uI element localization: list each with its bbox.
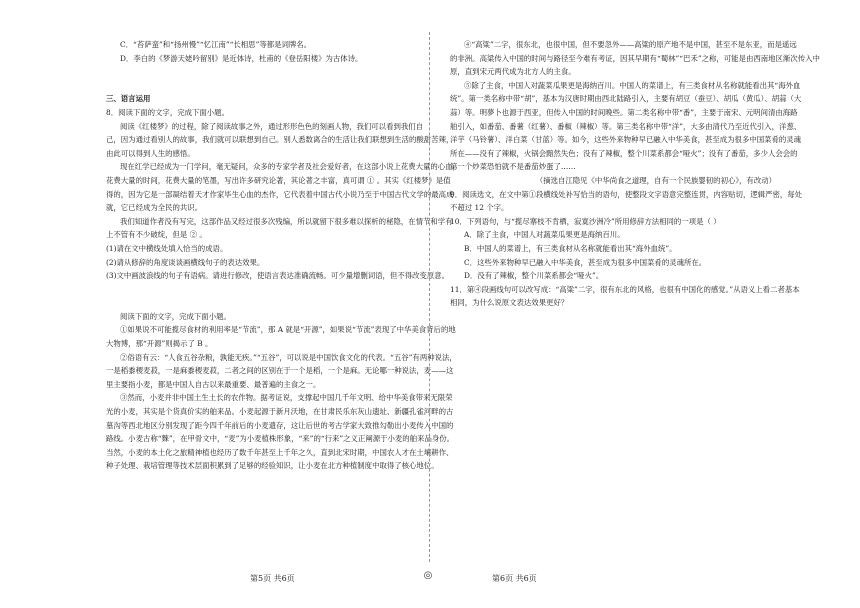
- text-line: 墓沟等西北地区分别发现了距今四千年前后的小麦遗存，这让后世的考古学家大致推勾勒出小麦传入中国的: [106, 420, 454, 430]
- text-line: 现在红学已经成为一门学问，毫无疑问，众多的专家学者及社会爱好者，在这部小说上花费大量的心血，: [120, 162, 460, 172]
- source-citation: （摘选自江隐见《中华尚食之道理，自有一个民族婴韧的初心》，有改动）: [535, 175, 776, 185]
- text-line: 阅读《红楼梦》的过程，除了阅读故事之外，通过形形色色的刻画人物，我们可以看到我们自: [120, 121, 424, 131]
- text-line: 当然，小麦的本土化之旅精神植也经历了数千年甚至上千年之久，直到北宋时期，中国农人才在土壤耕作、: [106, 447, 454, 457]
- text-line: 种子处理、栽培管理等技术层面积累到了足够的经验知识，让小麦在北方种植制度中取得了核心地位。: [106, 461, 439, 471]
- text-line: 的非洲。高粱传入中国的时间与路径至今难有考证，因其早期有“蜀林”“巴禾”之称，可能是由西南地区渐次传入中: [450, 53, 820, 63]
- paragraph-gap: [106, 283, 408, 297]
- text-line: (3)文中画波浪线的句子有语病。请进行修改，使语言表达准确流畅。可少量增删词语，但不得改变原意。: [106, 271, 450, 281]
- text-line: 10．下列语句，与“揽尽寨枝不肯栖，寂寞沙洲冷”所用修辞方法相同的一项是（ ）: [450, 216, 721, 226]
- text-line: (2)请从修辞的角度谈谈画横线句子的表达效果。: [106, 257, 265, 267]
- text-line: 洋芋（马铃薯）、洋白菜（甘蓝）等。如今，这些外来物种早已融入中华美食，甚至成为很多中国菜肴的灵魂: [450, 135, 802, 145]
- text-line: A．除了主食，中国人对蔬菜瓜果更是海纳百川。: [464, 230, 625, 240]
- page-number-right: 第6页 共6页: [492, 574, 537, 583]
- text-line: 得的，因为它是一部凝结着天才作家毕生心血的杰作，它代表着中国古代小说乃至于中国古代文学的最高成: [106, 189, 454, 199]
- text-line: 11．第④段画线句可以改写成：“高粱”二字，很有东北的风格，也很有中国化的感觉。”从语义上看二者基本: [450, 284, 800, 294]
- text-line: ②俗语有云：“人食五谷杂粮，孰能无疾。”“五谷”，可以说是中国饮食文化的代表。“五谷”有两种说法，: [120, 352, 457, 362]
- text-line: (1)请在文中横线处填入恰当的成语。: [106, 243, 228, 253]
- text-line: C．“苔萨蛮”和“扬州慢”“忆江南”“长相思”等都是词牌名。: [120, 40, 312, 49]
- text-line: 我们知道作者没有写完，这部作品又经过很多次残编，所以就留下很多难以探析的秘隐，在情节和学有: [120, 216, 453, 226]
- text-line: 舶引入，如番茄、番薯（红薯）、番椒（辣椒）等。第三类名称中带“洋”，大多由清代乃至近代引入，洋葱、: [450, 121, 802, 131]
- page-6: [430, 0, 860, 608]
- text-line: 光的小麦，其实是个货真价实的舶来品。小麦起源于新月沃地，在甘肃民乐东灰山遗址、新疆孔雀河畔的古: [106, 407, 454, 417]
- text-line: C．这些外来物种早已融入中华美食，甚至成为很多中国菜肴的灵魂所在。: [464, 257, 707, 267]
- paragraph-gap: [106, 79, 408, 93]
- text-line: 8．阅读下面的文字，完成下面小题。: [106, 107, 229, 117]
- paragraph-gap: [106, 65, 408, 79]
- text-line: 大物博，那“开源”则揭示了 B 。: [106, 339, 213, 349]
- text-line: 上不管有不少破绽，但是 ② 。: [106, 230, 207, 240]
- text-line: 由此可以得到人生的感悟。: [106, 148, 195, 158]
- paragraph-gap: [106, 296, 408, 310]
- text-line: ①如果说不可能揽尽食材的利用率是“节流”，那 A 就是“开源”，如果说“节流”表现了中华美食背后的地: [120, 325, 456, 335]
- page-5-text-column: [106, 38, 460, 473]
- text-line: 相同，为什么说原文表达效果更好？: [450, 298, 569, 308]
- text-line: D．没有了辣椒，整个川菜系都会“哑火”。: [464, 271, 604, 281]
- text-line: 阅读下面的文字，完成下面小题。: [120, 311, 231, 321]
- text-line: ⑤除了主食，中国人对蔬菜瓜果更是海纳百川。中国人的菜谱上，有三类食材从名称就能看出其“海外血: [464, 80, 801, 90]
- text-line: 9．阅读选文，在文中第①段横线处补写恰当的语句，使整段文字语意完整连贯，内容贴切，逻辑严密，每处: [450, 189, 803, 199]
- section-heading: 三、语言运用: [106, 94, 151, 104]
- text-line: 第一个炒菜恐怕就不是番茄炒蛋了……: [450, 162, 576, 172]
- binding-mark-icon: ◎: [423, 570, 433, 581]
- page-6-text-column: [450, 38, 820, 310]
- text-line: 里主要指小麦，都是中国人自古以来最重要、最普遍的主食之一。: [106, 379, 321, 389]
- text-line: B．中国人的菜谱上，有三类食材从名称就能看出其“海外血统”。: [464, 243, 677, 253]
- text-line: 花费大量的时间，花费大量的笔墨，写出许多研究论著，其论著之丰富，真可谓 ① 。其实《红楼梦》是值: [106, 175, 451, 185]
- text-line: 一是稻黍稷麦菽，一是麻黍稷麦菽，二者之间的区别在于一个是稻，一个是麻。无论哪一种说法，麦——这: [106, 366, 454, 376]
- text-line: 就，它已经成为全民的共识。: [106, 203, 203, 213]
- text-line: 路线。小麦古称“麳”，在甲骨文中，“麦”为小麦植株形象，“来”的“行来”之义正阐源于小麦的舶来品身份。: [106, 434, 455, 444]
- text-line: D．李白的《梦游天姥吟留别》是近体诗，杜甫的《登岳阳楼》为古体诗。: [120, 53, 363, 63]
- text-line: 蒜）等。明夢卜也源于西亚，但传入中国的时间晚些。第二类名称中带“番”，主要于南宋、元明间清由海路: [450, 107, 798, 117]
- text-line: 己，因为通过看别人的故事，我们就可以联想到自己。别人悉数离合的生活让我们联想到生活的酸甜苦辣，: [106, 135, 454, 145]
- page-number-left: 第5页 共6页: [250, 574, 295, 583]
- text-line: ④“高粱”二字，很东北，也很中国，但不要忽外——高粱的原产地不是中国，甚至不是东亚，而是遥远: [464, 40, 797, 49]
- text-line: 不超过 12 个字。: [450, 203, 509, 213]
- text-line: 统”。第一类名称中带“胡”，基本为汉唐时期由西北陆路引入，主要有胡豆（蚕豆）、胡瓜（黄瓜）、胡蒜（大: [450, 94, 802, 104]
- text-line: ③然而，小麦并非中国土生土长的农作物。据考证说，支撑起中国几千年文明、给中华美食带来无限荣: [120, 393, 453, 403]
- text-line: 原，直到宋元两代成为北方人的主食。: [450, 67, 576, 77]
- text-line: 所在——没有了辣椒，火锅会黯然失色；没有了辣椒，整个川菜系都会“哑火”；没有了番茄，多少人会会的: [450, 148, 798, 158]
